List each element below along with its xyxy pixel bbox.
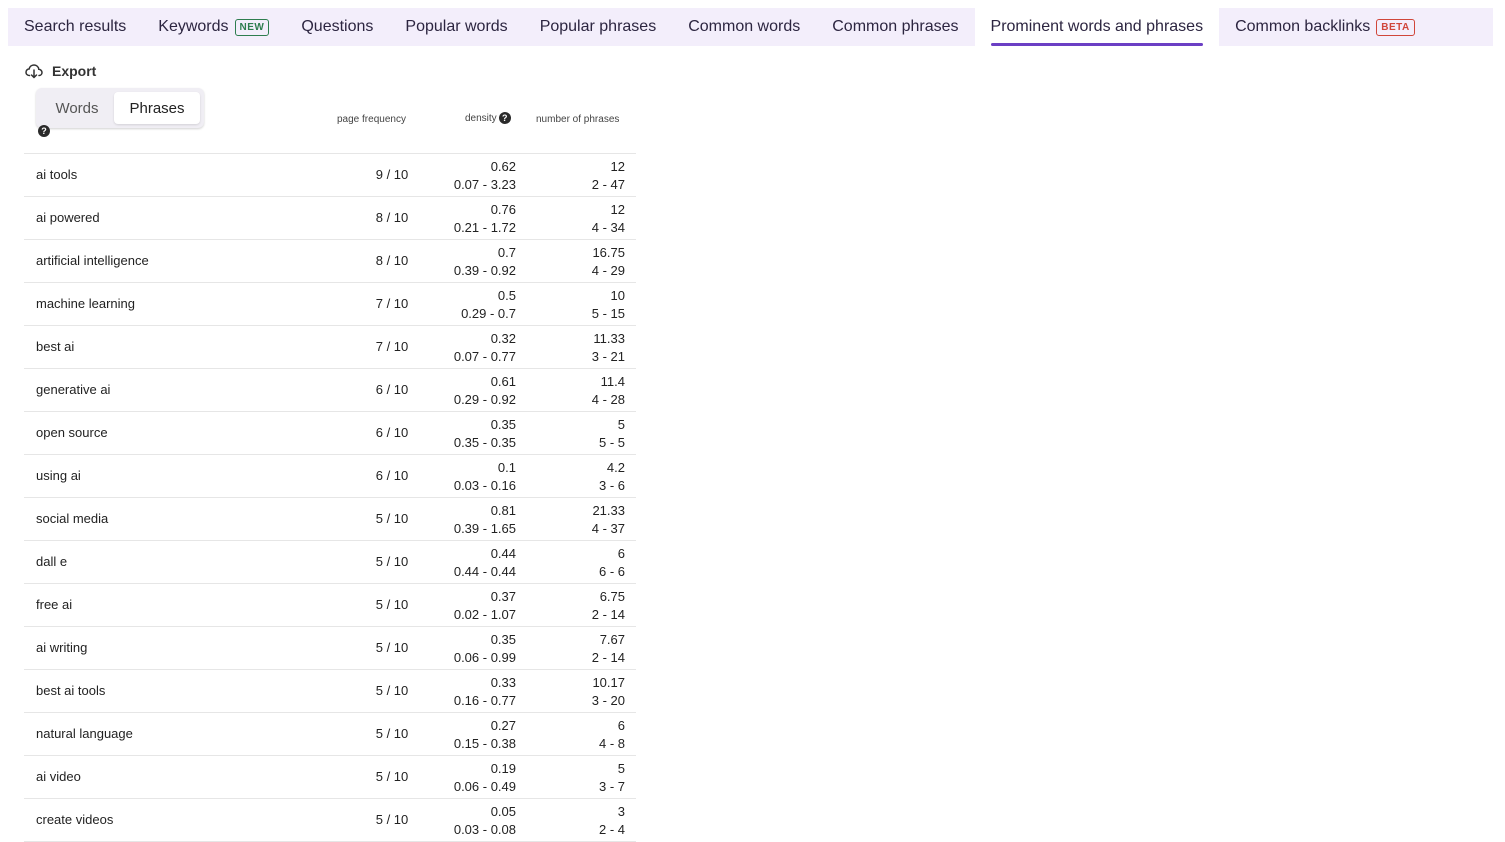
table-row bbox=[24, 713, 636, 756]
tab-popular-phrases[interactable] bbox=[524, 8, 673, 46]
number-of-phrases-cell bbox=[592, 588, 625, 624]
table-row bbox=[24, 756, 636, 799]
density-value: 0.5 bbox=[497, 288, 516, 303]
number-range: 4 - 34 bbox=[591, 220, 625, 235]
words-toggle-button[interactable]: Words bbox=[55, 99, 99, 117]
page-frequency-cell: 5 / 10 bbox=[375, 812, 409, 827]
number-value: 11.33 bbox=[593, 331, 625, 346]
table-row bbox=[24, 154, 636, 197]
density-value: 0.27 bbox=[490, 718, 516, 733]
phrases-table bbox=[24, 153, 636, 842]
number-value: 3 bbox=[617, 804, 625, 819]
page-frequency-cell: 5 / 10 bbox=[375, 511, 409, 526]
density-value: 0.81 bbox=[490, 503, 516, 518]
tab-search-results[interactable] bbox=[8, 8, 142, 46]
density-value: 0.37 bbox=[490, 589, 516, 604]
density-cell bbox=[454, 717, 516, 753]
phrase-cell: natural language bbox=[36, 726, 133, 741]
density-cell bbox=[454, 588, 516, 624]
density-value: 0.35 bbox=[490, 632, 516, 647]
number-of-phrases-cell bbox=[599, 803, 625, 839]
density-cell bbox=[454, 803, 516, 839]
density-value: 0.7 bbox=[497, 245, 516, 260]
help-icon[interactable]: ? bbox=[499, 112, 511, 124]
words-phrases-toggle bbox=[36, 88, 204, 128]
density-range: 0.03 - 0.08 bbox=[453, 822, 516, 837]
page-frequency-cell: 5 / 10 bbox=[375, 769, 409, 784]
tab-common-words[interactable] bbox=[672, 8, 816, 46]
number-value: 5 bbox=[617, 761, 625, 776]
phrase-cell: dall e bbox=[36, 554, 68, 569]
number-of-phrases-cell bbox=[592, 330, 625, 366]
density-cell bbox=[454, 674, 516, 710]
page-frequency-cell: 5 / 10 bbox=[375, 726, 409, 741]
number-value: 6 bbox=[617, 546, 625, 561]
number-of-phrases-cell bbox=[599, 760, 625, 796]
phrase-cell: using ai bbox=[36, 468, 81, 483]
export-button[interactable] bbox=[25, 63, 96, 79]
number-of-phrases-cell bbox=[592, 158, 625, 194]
table-row bbox=[24, 670, 636, 713]
density-cell bbox=[454, 244, 516, 280]
number-of-phrases-cell bbox=[592, 373, 625, 409]
table-row bbox=[24, 799, 636, 842]
density-value: 0.05 bbox=[490, 804, 516, 819]
density-cell bbox=[454, 373, 516, 409]
phrase-cell: machine learning bbox=[36, 296, 136, 311]
density-cell bbox=[454, 201, 516, 237]
phrase-cell: free ai bbox=[36, 597, 73, 612]
number-value: 21.33 bbox=[592, 503, 625, 518]
page-frequency-cell: 6 / 10 bbox=[375, 425, 409, 440]
export-label: Export bbox=[52, 63, 97, 79]
page-frequency-cell: 6 / 10 bbox=[375, 468, 409, 483]
number-of-phrases-cell bbox=[599, 545, 625, 581]
density-cell bbox=[454, 416, 516, 452]
density-range: 0.07 - 0.77 bbox=[453, 349, 516, 364]
table-row bbox=[24, 541, 636, 584]
density-range: 0.29 - 0.92 bbox=[453, 392, 516, 407]
beta-badge: BETA bbox=[1376, 19, 1414, 36]
number-range: 3 - 7 bbox=[598, 779, 625, 794]
number-value: 4.2 bbox=[606, 460, 625, 475]
cloud-download-icon bbox=[25, 63, 43, 79]
table-row bbox=[24, 498, 636, 541]
phrase-cell: ai tools bbox=[36, 167, 78, 182]
density-range: 0.35 - 0.35 bbox=[453, 435, 516, 450]
phrase-cell: social media bbox=[36, 511, 109, 526]
page-frequency-cell: 9 / 10 bbox=[375, 167, 409, 182]
table-row bbox=[24, 197, 636, 240]
help-icon[interactable]: ? bbox=[38, 125, 50, 137]
number-value: 10 bbox=[610, 288, 625, 303]
phrase-cell: generative ai bbox=[36, 382, 111, 397]
density-cell bbox=[454, 158, 516, 194]
density-value: 0.33 bbox=[490, 675, 516, 690]
number-range: 5 - 15 bbox=[591, 306, 625, 321]
number-range: 3 - 21 bbox=[591, 349, 625, 364]
density-value: 0.61 bbox=[490, 374, 516, 389]
number-range: 4 - 28 bbox=[591, 392, 625, 407]
number-range: 5 - 5 bbox=[598, 435, 625, 450]
density-cell bbox=[461, 287, 516, 323]
table-row bbox=[24, 412, 636, 455]
density-range: 0.44 - 0.44 bbox=[453, 564, 516, 579]
density-cell bbox=[454, 330, 516, 366]
density-cell bbox=[454, 760, 516, 796]
tab-label: Common phrases bbox=[832, 18, 959, 35]
tab-popular-words[interactable] bbox=[389, 8, 523, 46]
table-row bbox=[24, 240, 636, 283]
tab-label: Common words bbox=[688, 18, 801, 35]
density-value: 0.62 bbox=[490, 159, 516, 174]
table-row bbox=[24, 455, 636, 498]
page-frequency-cell: 7 / 10 bbox=[375, 296, 409, 311]
number-of-phrases-cell bbox=[592, 674, 625, 710]
number-of-phrases-cell bbox=[592, 631, 625, 667]
page-frequency-cell: 5 / 10 bbox=[375, 683, 409, 698]
density-range: 0.29 - 0.7 bbox=[461, 306, 516, 321]
number-of-phrases-cell bbox=[599, 416, 625, 452]
phrase-cell: ai writing bbox=[36, 640, 88, 655]
page-frequency-cell: 6 / 10 bbox=[375, 382, 409, 397]
number-value: 7.67 bbox=[599, 632, 625, 647]
density-value: 0.19 bbox=[490, 761, 516, 776]
density-cell bbox=[454, 502, 516, 538]
tab-keywords[interactable] bbox=[142, 8, 285, 46]
density-range: 0.06 - 0.49 bbox=[453, 779, 516, 794]
number-range: 6 - 6 bbox=[598, 564, 625, 579]
table-row bbox=[24, 283, 636, 326]
number-range: 2 - 4 bbox=[598, 822, 625, 837]
density-range: 0.15 - 0.38 bbox=[453, 736, 516, 751]
phrase-cell: ai video bbox=[36, 769, 81, 784]
number-value: 10.17 bbox=[592, 675, 625, 690]
number-range: 4 - 8 bbox=[598, 736, 625, 751]
density-value: 0.76 bbox=[490, 202, 516, 217]
tab-label: Questions bbox=[301, 18, 374, 35]
table-row bbox=[24, 369, 636, 412]
density-value: 0.35 bbox=[490, 417, 516, 432]
density-value: 0.44 bbox=[490, 546, 516, 561]
page-frequency-cell: 5 / 10 bbox=[375, 640, 409, 655]
number-range: 4 - 29 bbox=[591, 263, 625, 278]
number-value: 11.4 bbox=[600, 374, 625, 389]
column-header-label: density bbox=[465, 112, 497, 124]
new-badge: NEW bbox=[235, 19, 270, 36]
tab-label: Prominent words and phrases bbox=[990, 18, 1204, 35]
number-value: 16.75 bbox=[592, 245, 625, 260]
tab-common-backlinks[interactable] bbox=[1219, 8, 1431, 46]
density-cell bbox=[454, 631, 516, 667]
tab-bar bbox=[8, 8, 1493, 46]
density-value: 0.1 bbox=[497, 460, 516, 475]
page-frequency-cell: 7 / 10 bbox=[375, 339, 409, 354]
phrase-cell: open source bbox=[36, 425, 108, 440]
number-range: 2 - 47 bbox=[591, 177, 625, 192]
density-range: 0.03 - 0.16 bbox=[453, 478, 516, 493]
tab-label: Popular phrases bbox=[539, 18, 657, 35]
phrases-toggle-button[interactable]: Phrases bbox=[114, 92, 200, 124]
density-range: 0.06 - 0.99 bbox=[453, 650, 516, 665]
column-header-page-frequency[interactable]: page frequency bbox=[337, 114, 406, 125]
tab-label: Common backlinks bbox=[1235, 18, 1371, 35]
phrase-cell: best ai bbox=[36, 339, 75, 354]
number-value: 12 bbox=[610, 159, 625, 174]
density-range: 0.07 - 3.23 bbox=[453, 177, 516, 192]
density-range: 0.21 - 1.72 bbox=[453, 220, 516, 235]
column-header-density[interactable] bbox=[465, 112, 511, 124]
density-range: 0.16 - 0.77 bbox=[453, 693, 516, 708]
page-frequency-cell: 8 / 10 bbox=[375, 253, 409, 268]
number-of-phrases-cell bbox=[599, 717, 625, 753]
tab-questions[interactable] bbox=[285, 8, 389, 46]
number-value: 5 bbox=[617, 417, 625, 432]
page-frequency-cell: 5 / 10 bbox=[375, 597, 409, 612]
number-value: 12 bbox=[610, 202, 625, 217]
tab-label: Popular words bbox=[405, 18, 508, 35]
phrase-cell: ai powered bbox=[36, 210, 100, 225]
density-range: 0.39 - 0.92 bbox=[453, 263, 516, 278]
density-cell bbox=[454, 545, 516, 581]
tab-common-phrases[interactable] bbox=[816, 8, 974, 46]
tab-prominent-words-and-phrases[interactable] bbox=[975, 8, 1220, 46]
density-range: 0.39 - 1.65 bbox=[453, 521, 516, 536]
number-value: 6 bbox=[617, 718, 625, 733]
density-value: 0.32 bbox=[490, 331, 516, 346]
phrase-cell: create videos bbox=[36, 812, 114, 827]
number-range: 2 - 14 bbox=[591, 607, 625, 622]
density-range: 0.02 - 1.07 bbox=[453, 607, 516, 622]
number-range: 3 - 6 bbox=[598, 478, 625, 493]
table-row bbox=[24, 584, 636, 627]
number-of-phrases-cell bbox=[599, 459, 625, 495]
number-range: 2 - 14 bbox=[591, 650, 625, 665]
table-row bbox=[24, 326, 636, 369]
number-range: 4 - 37 bbox=[591, 521, 625, 536]
tab-label: Search results bbox=[24, 18, 127, 35]
page-frequency-cell: 8 / 10 bbox=[375, 210, 409, 225]
column-header-number-of-phrases[interactable]: number of phrases bbox=[536, 114, 620, 125]
phrase-cell: best ai tools bbox=[36, 683, 106, 698]
number-value: 6.75 bbox=[599, 589, 625, 604]
number-of-phrases-cell bbox=[592, 244, 625, 280]
number-range: 3 - 20 bbox=[591, 693, 625, 708]
number-of-phrases-cell bbox=[592, 201, 625, 237]
page-frequency-cell: 5 / 10 bbox=[375, 554, 409, 569]
number-of-phrases-cell bbox=[592, 502, 625, 538]
density-cell bbox=[454, 459, 516, 495]
number-of-phrases-cell bbox=[592, 287, 625, 323]
phrase-cell: artificial intelligence bbox=[36, 253, 149, 268]
tab-label: Keywords bbox=[158, 18, 229, 35]
table-row bbox=[24, 627, 636, 670]
